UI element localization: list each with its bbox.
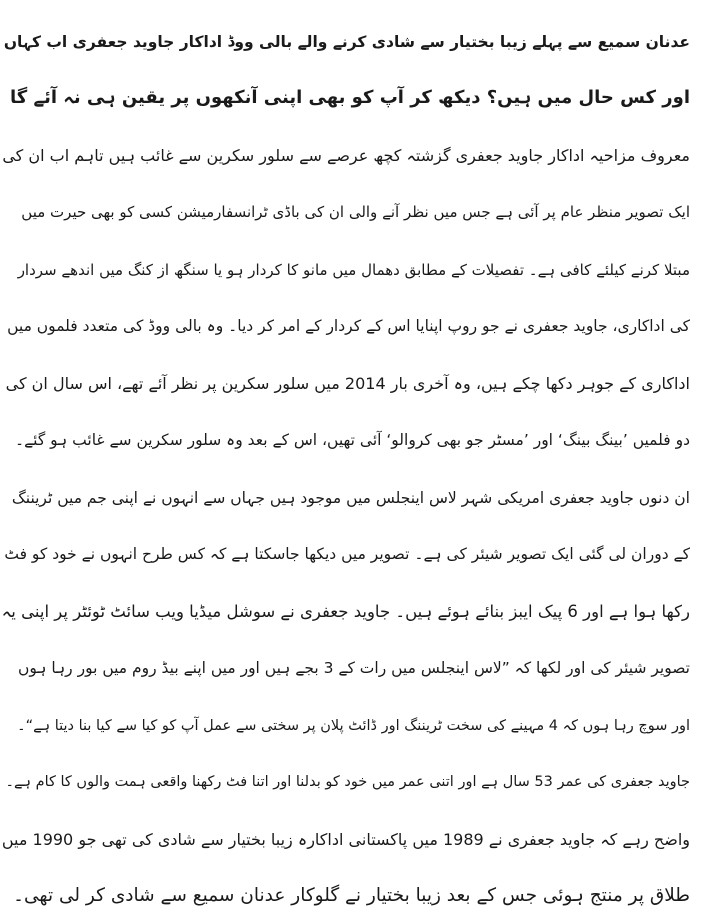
body-line: واضح رہے کہ جاوید جعفری نے 1989 میں پاکستانی اداکارہ زیبا بختیار سے شادی کی تھی جو 1990 میں (1, 830, 690, 849)
body-line: طلاق پر منتج ہوئی جس کے بعد زیبا بختیار نے گلوکار عدنان سمیع سے شادی کر لی تھی۔ (13, 885, 690, 906)
body-line: کی اداکاری، جاوید جعفری نے جو روپ اپنایا اس کے کردار کے امر کر دیا۔ وہ بالی ووڈ کی متعدد فلموں میں (7, 317, 690, 335)
body-line: تصویر شیئر کی اور لکھا کہ ”لاس اینجلس میں رات کے 3 بجے ہیں اور میں اپنے بیڈ روم میں بور رہا ہوں (17, 659, 690, 677)
body-line: اداکاری کے جوہر دکھا چکے ہیں، وہ آخری بار 2014 میں سلور سکرین پر نظر آئے تھے، اس سال ان کی (5, 374, 690, 393)
body-line: ایک تصویر منظر عام پر آئی ہے جس میں نظر آنے والی ان کی باڈی ٹرانسفارمیشن کسی کو بھی حیرت میں (21, 203, 690, 221)
body-line: مبتلا کرنے کیلئے کافی ہے۔ تفصیلات کے مطابق دھمال میں مانو کا کردار ہو یا سنگھ از کنگ میں اندھے سردار (17, 261, 690, 279)
headline-line-2: اور کس حال میں ہیں؟ دیکھ کر آپ کو بھی اپنی آنکھوں پر یقین ہی نہ آئے گا (10, 87, 690, 108)
headline-line-1: عدنان سمیع سے پہلے زیبا بختیار سے شادی کرنے والے بالی ووڈ اداکار جاوید جعفری اب کہاں (3, 33, 690, 51)
body-line: ان دنوں جاوید جعفری امریکی شہر لاس اینجلس میں موجود ہیں جہاں سے انہوں نے اپنی جم میں ٹریننگ (11, 489, 690, 507)
body-line: اور سوچ رہا ہوں کہ 4 مہینے کی سخت ٹریننگ اور ڈائٹ پلان پر سختی سے عمل آپ کو کیا سے کیا بنا دیتا ہے“۔ (17, 718, 690, 734)
body-line: معروف مزاحیہ اداکار جاوید جعفری گزشتہ کچھ عرصے سے سلور سکرین سے غائب ہیں تاہم اب ان کی (2, 146, 690, 165)
body-line: دو فلمیں ’بینگ بینگ‘ اور ’مسٹر جو بھی کروالو‘ آئی تھیں، اس کے بعد وہ سلور سکرین سے غائب ہو گئے۔ (15, 431, 690, 449)
body-line: کے دوران لی گئی ایک تصویر شیئر کی ہے۔ تصویر میں دیکھا جاسکتا ہے کہ کس طرح انہوں نے خود کو فٹ (4, 545, 690, 563)
body-line: جاوید جعفری کی عمر 53 سال ہے اور اتنی عمر میں خود کو بدلنا اور اتنا فٹ رکھنا واقعی ہمت والوں کا کام ہے۔ (5, 774, 690, 790)
body-line: رکھا ہوا ہے اور 6 پیک ایبز بنائے ہوئے ہیں۔ جاوید جعفری نے سوشل میڈیا ویب سائٹ ٹوئٹر پر اپنی یہ (1, 602, 690, 621)
